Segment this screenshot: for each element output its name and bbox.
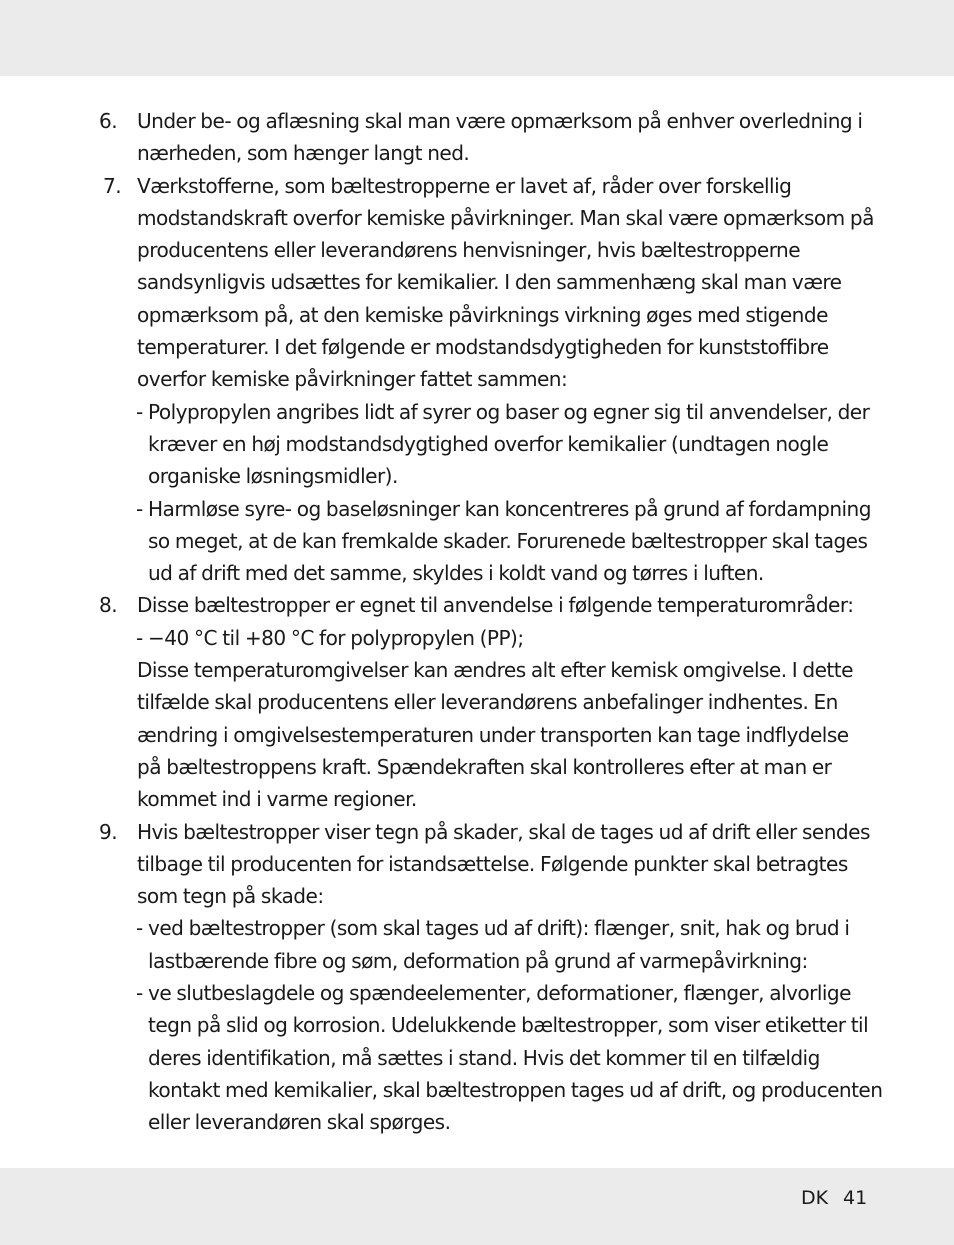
item-number: 8. [99,593,118,618]
list-item-6 [0,105,954,170]
item-text: Under be- og aflæsning skal man være opmærksom på enhver overledning i nærheden, som hænger langt ned. [137,109,863,166]
item-number: 6. [99,109,118,133]
bullet-dash: - [136,981,143,1006]
item-number: 7. [103,173,122,198]
footer-language-code: DK [801,1187,829,1209]
bullet-dash: - [136,916,143,941]
header-band [0,0,954,76]
sub-item-text: Harmløse syre- og baseløsninger kan koncentreres på grund af fordampning so meget, at de kan fremkalde skader. Forurenede bæltestropper skal tages ud af drift med det samme, skyldes i koldt vand og tørres i luften. [148,496,871,586]
document-body [0,105,954,1139]
sub-item [0,493,954,590]
item-text: Hvis bæltestropper viser tegn på skader, skal de tages ud af drift eller sendes tilbage til producenten for istandsættelse. Følgende punkter skal betragtes som tegn på skade: [137,819,870,909]
list-item-8 [0,589,954,621]
sub-item-text: Polypropylen angribes lidt af syrer og baser og egner sig til anvendelser, der kræver en høj modstandsdygtighed overfor kemikalier (undtagen nogle organiske løsningsmidler). [148,399,870,489]
bullet-dash: - [136,399,143,424]
item-number: 9. [99,819,118,844]
item-text: Disse bæltestropper er egnet til anvendelse i følgende temperaturområder: [137,593,854,618]
sub-item-text: ve slutbeslagdele og spændeelementer, deformationer, flænger, alvorlige tegn på slid og korrosion. Udelukkende bæltestropper, som viser etiketter til deres identifikation, må sættes i stand. Hvis det kommer til en tilfældig kontakt med kemikalier, skal bæltestroppen tages ud af drift, og producenten eller leverandøren skal spørges. [148,981,883,1135]
page-number: 41 [843,1187,868,1209]
list-item-7 [0,170,954,396]
sub-item-text: ved bæltestropper (som skal tages ud af drift): flænger, snit, hak og brud i lastbærende fibre og søm, deformation på grund af varmepåvirkning: [148,916,850,973]
item-continuation-text: Disse temperaturomgivelser kan ændres alt efter kemisk omgivelse. I dette tilfælde skal producentens eller leverandørens anbefalinger indhentes. En ændring i omgivelsestemperaturen under transporten kan tage indflydelse på bæltestroppens kraft. Spændekraften skal kontrolleres efter at man er kommet ind i varme regioner. [137,658,853,812]
sub-item [0,977,954,1138]
sub-item-text: −40 °C til +80 °C for polypropylen (PP); [148,625,524,650]
sub-item [0,396,954,493]
bullet-dash: - [136,625,143,650]
bullet-dash: - [136,496,143,521]
sub-item [0,622,954,654]
sub-item [0,912,954,977]
item-text: Værkstofferne, som bæltestropperne er lavet af, råder over forskellig modstandskraft overfor kemiske påvirkninger. Man skal være opmærksom på producentens eller leverandørens henvisninger, hvis bæltestropperne sandsynligvis udsættes for kemikalier. I den sammenhæng skal man være opmærksom på, at den kemiske påvirknings virkning øges med stigende temperaturer. I det følgende er modstandsdygtigheden for kunststoffibre overfor kemiske påvirkninger fattet sammen: [137,173,874,392]
list-item-9 [0,816,954,913]
